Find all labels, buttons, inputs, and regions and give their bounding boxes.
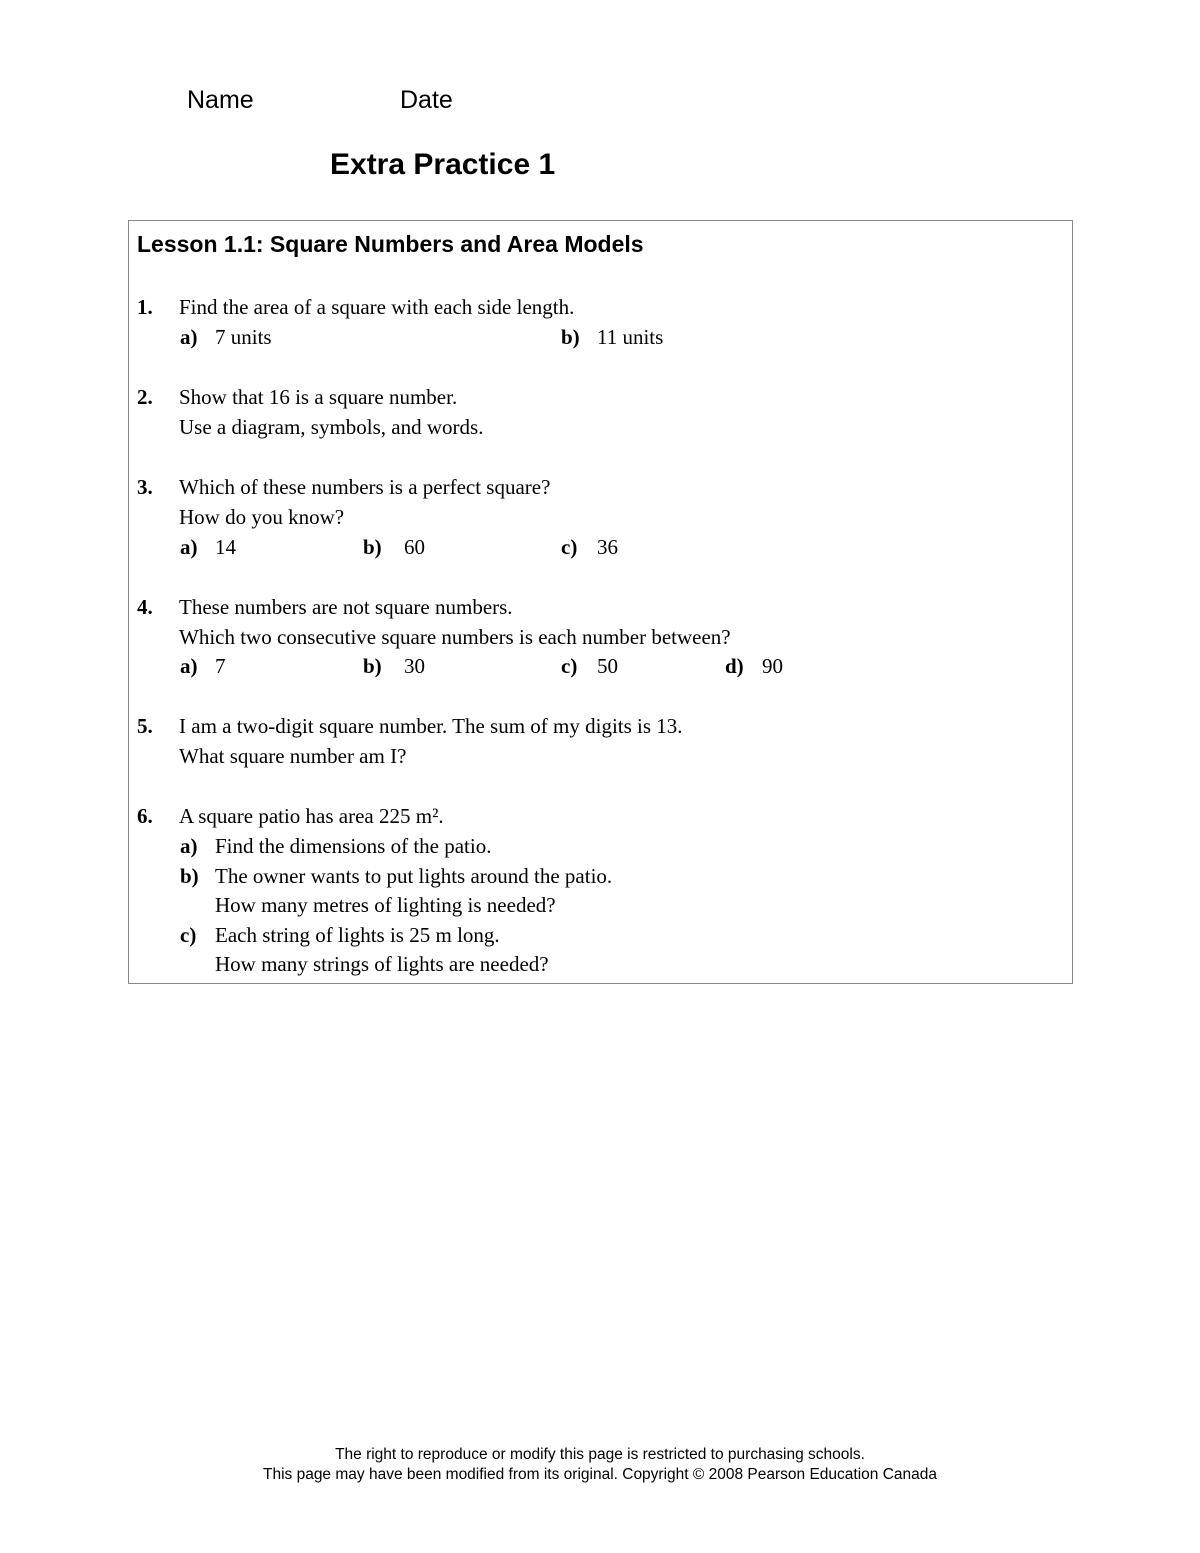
footer-rights: The right to reproduce or modify this page is restricted to purchasing schools. bbox=[335, 1446, 865, 1463]
question-text: How do you know? bbox=[179, 505, 345, 529]
lesson-box bbox=[128, 220, 1073, 984]
part-text: 36 bbox=[597, 535, 618, 559]
part-label: a) bbox=[180, 535, 198, 559]
part-text: 50 bbox=[597, 654, 618, 678]
part-label: c) bbox=[561, 654, 578, 678]
question-number: 1. bbox=[137, 295, 153, 319]
part-label: c) bbox=[561, 535, 578, 559]
date-label: Date bbox=[400, 86, 453, 114]
footer-copyright: This page may have been modified from its original. Copyright © 2008 Pearson Education Canada bbox=[262, 1466, 937, 1483]
part-text: 90 bbox=[762, 654, 783, 678]
part-label: d) bbox=[725, 654, 744, 678]
question-text: Which of these numbers is a perfect square? bbox=[179, 475, 551, 499]
question-text: What square number am I? bbox=[179, 744, 407, 768]
part-text: 60 bbox=[404, 535, 425, 559]
part-text: 11 units bbox=[597, 325, 664, 349]
part-text: The owner wants to put lights around the patio. bbox=[215, 864, 613, 888]
part-label: a) bbox=[180, 654, 198, 678]
question-text: Find the area of a square with each side length. bbox=[179, 295, 575, 319]
question-number: 5. bbox=[137, 714, 153, 738]
question-number: 4. bbox=[137, 595, 153, 619]
question-number: 2. bbox=[137, 385, 153, 409]
part-text: 7 units bbox=[215, 325, 272, 349]
part-text: 30 bbox=[404, 654, 425, 678]
part-text: 14 bbox=[215, 535, 236, 559]
part-label: c) bbox=[180, 923, 197, 947]
part-label: a) bbox=[180, 834, 198, 858]
page-title: Extra Practice 1 bbox=[330, 148, 556, 181]
question-text: Use a diagram, symbols, and words. bbox=[179, 415, 484, 439]
part-text: 7 bbox=[215, 654, 226, 678]
part-text: How many strings of lights are needed? bbox=[215, 952, 549, 976]
question-number: 6. bbox=[137, 804, 153, 828]
question-text: These numbers are not square numbers. bbox=[179, 595, 513, 619]
question-text: I am a two-digit square number. The sum of my digits is 13. bbox=[179, 714, 683, 738]
part-text: Each string of lights is 25 m long. bbox=[215, 923, 500, 947]
question-text: A square patio has area 225 m². bbox=[179, 804, 444, 828]
name-label: Name bbox=[187, 86, 254, 114]
part-label: b) bbox=[363, 654, 382, 678]
lesson-title: Lesson 1.1: Square Numbers and Area Models bbox=[137, 231, 644, 257]
part-label: b) bbox=[180, 864, 199, 888]
part-label: b) bbox=[561, 325, 580, 349]
part-label: a) bbox=[180, 325, 198, 349]
question-text: Which two consecutive square numbers is each number between? bbox=[179, 625, 731, 649]
part-label: b) bbox=[363, 535, 382, 559]
question-text: Show that 16 is a square number. bbox=[179, 385, 458, 409]
part-text: How many metres of lighting is needed? bbox=[215, 893, 556, 917]
question-number: 3. bbox=[137, 475, 153, 499]
part-text: Find the dimensions of the patio. bbox=[215, 834, 492, 858]
